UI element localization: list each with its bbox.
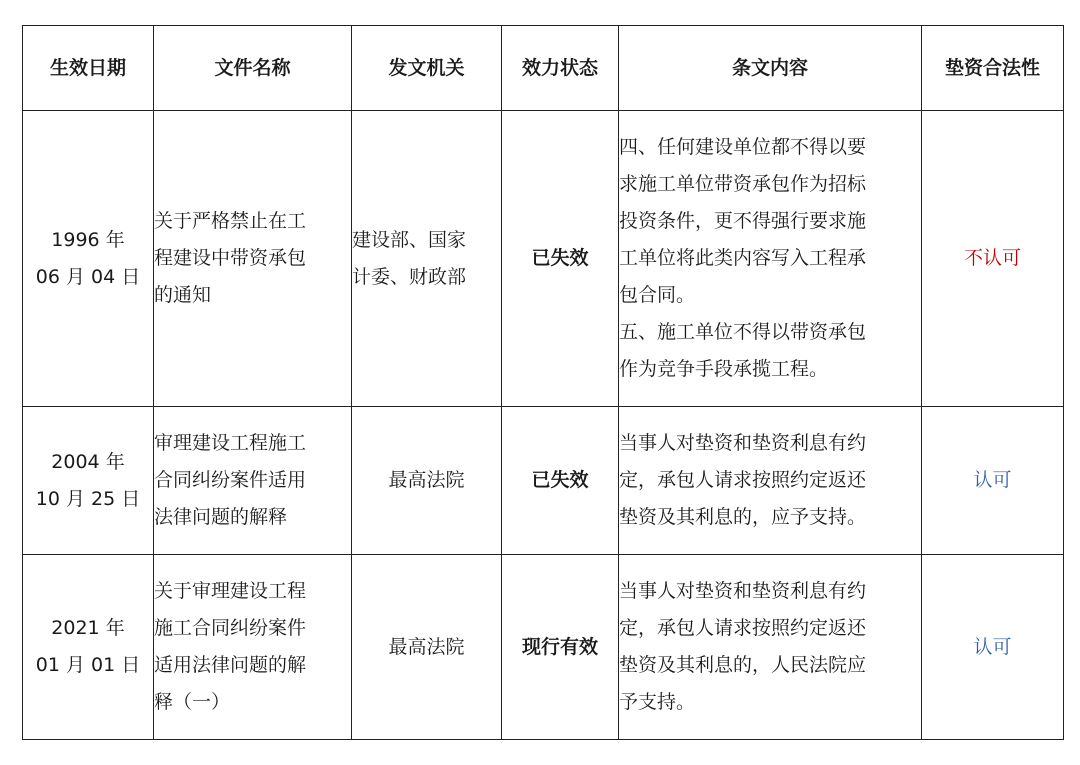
status-cell: 已失效 bbox=[502, 407, 619, 555]
clause-line: 工单位将此类内容写入工程承 bbox=[619, 247, 867, 269]
clause-content-cell bbox=[619, 555, 922, 740]
header-row bbox=[23, 26, 1064, 111]
document-name-line: 关于审理建设工程 bbox=[154, 580, 307, 602]
header-status: 效力状态 bbox=[502, 26, 619, 111]
clause-line: 四、任何建设单位都不得以要 bbox=[619, 136, 867, 158]
legality-cell bbox=[922, 555, 1064, 740]
issuer-cell bbox=[352, 555, 502, 740]
clause-line: 垫资及其利息的，人民法院应 bbox=[619, 654, 867, 676]
document-name-cell bbox=[154, 407, 352, 555]
issuer-line: 计委、财政部 bbox=[352, 265, 467, 288]
date-year: 2021 年 bbox=[51, 617, 125, 639]
header-date: 生效日期 bbox=[23, 26, 154, 111]
document-name-line: 合同纠纷案件适用 bbox=[154, 469, 307, 491]
table-row bbox=[23, 111, 1064, 407]
document-name-line: 适用法律问题的解 bbox=[154, 654, 307, 676]
issuer-line: 最高法院 bbox=[388, 635, 465, 658]
document-name-line: 程建设中带资承包 bbox=[154, 247, 307, 269]
clause-content-cell bbox=[619, 111, 922, 407]
document-name-line: 关于严格禁止在工 bbox=[154, 210, 307, 232]
issuer-cell bbox=[352, 111, 502, 407]
clause-line: 当事人对垫资和垫资利息有约 bbox=[619, 432, 867, 454]
date-month-day: 10 月 25 日 bbox=[35, 487, 141, 510]
legality-cell bbox=[922, 111, 1064, 407]
document-name-line: 法律问题的解释 bbox=[154, 506, 288, 528]
issuer-line: 最高法院 bbox=[388, 469, 465, 491]
clause-line: 当事人对垫资和垫资利息有约 bbox=[619, 580, 867, 602]
clause-line: 定，承包人请求按照约定返还 bbox=[619, 469, 867, 491]
document-name-cell bbox=[154, 555, 352, 740]
clause-line: 垫资及其利息的，应予支持。 bbox=[619, 506, 867, 528]
status-cell: 现行有效 bbox=[502, 555, 619, 740]
date-cell bbox=[23, 111, 154, 407]
document-name-line: 释（一） bbox=[154, 691, 231, 713]
issuer-cell bbox=[352, 407, 502, 555]
clause-line: 求施工单位带资承包作为招标 bbox=[619, 173, 867, 195]
legality-value: 认可 bbox=[973, 635, 1012, 658]
document-name-line: 审理建设工程施工 bbox=[154, 432, 307, 454]
legality-cell bbox=[922, 407, 1064, 555]
date-month-day: 01 月 01 日 bbox=[35, 654, 141, 676]
table-row bbox=[23, 407, 1064, 555]
clause-line: 作为竞争手段承揽工程。 bbox=[619, 358, 829, 380]
clause-line: 投资条件，更不得强行要求施 bbox=[619, 210, 867, 232]
date-year: 2004 年 bbox=[51, 450, 125, 473]
clause-content-cell bbox=[619, 407, 922, 555]
document-name-line: 的通知 bbox=[154, 284, 212, 306]
table-row bbox=[23, 555, 1064, 740]
regulation-table bbox=[22, 25, 1064, 740]
legality-value: 认可 bbox=[973, 469, 1012, 491]
date-cell bbox=[23, 555, 154, 740]
header-content: 条文内容 bbox=[619, 26, 922, 111]
header-legality: 垫资合法性 bbox=[922, 26, 1064, 111]
header-org: 发文机关 bbox=[352, 26, 502, 111]
status-cell: 已失效 bbox=[502, 111, 619, 407]
clause-line: 予支持。 bbox=[619, 691, 696, 713]
clause-line: 五、施工单位不得以带资承包 bbox=[619, 321, 867, 343]
issuer-line: 建设部、国家 bbox=[352, 228, 467, 251]
clause-line: 定，承包人请求按照约定返还 bbox=[619, 617, 867, 639]
header-name: 文件名称 bbox=[154, 26, 352, 111]
legality-value: 不认可 bbox=[963, 247, 1021, 269]
date-cell bbox=[23, 407, 154, 555]
date-year: 1996 年 bbox=[51, 228, 125, 251]
date-month-day: 06 月 04 日 bbox=[35, 265, 141, 288]
clause-line: 包合同。 bbox=[619, 284, 696, 306]
document-name-line: 施工合同纠纷案件 bbox=[154, 617, 307, 639]
document-name-cell bbox=[154, 111, 352, 407]
